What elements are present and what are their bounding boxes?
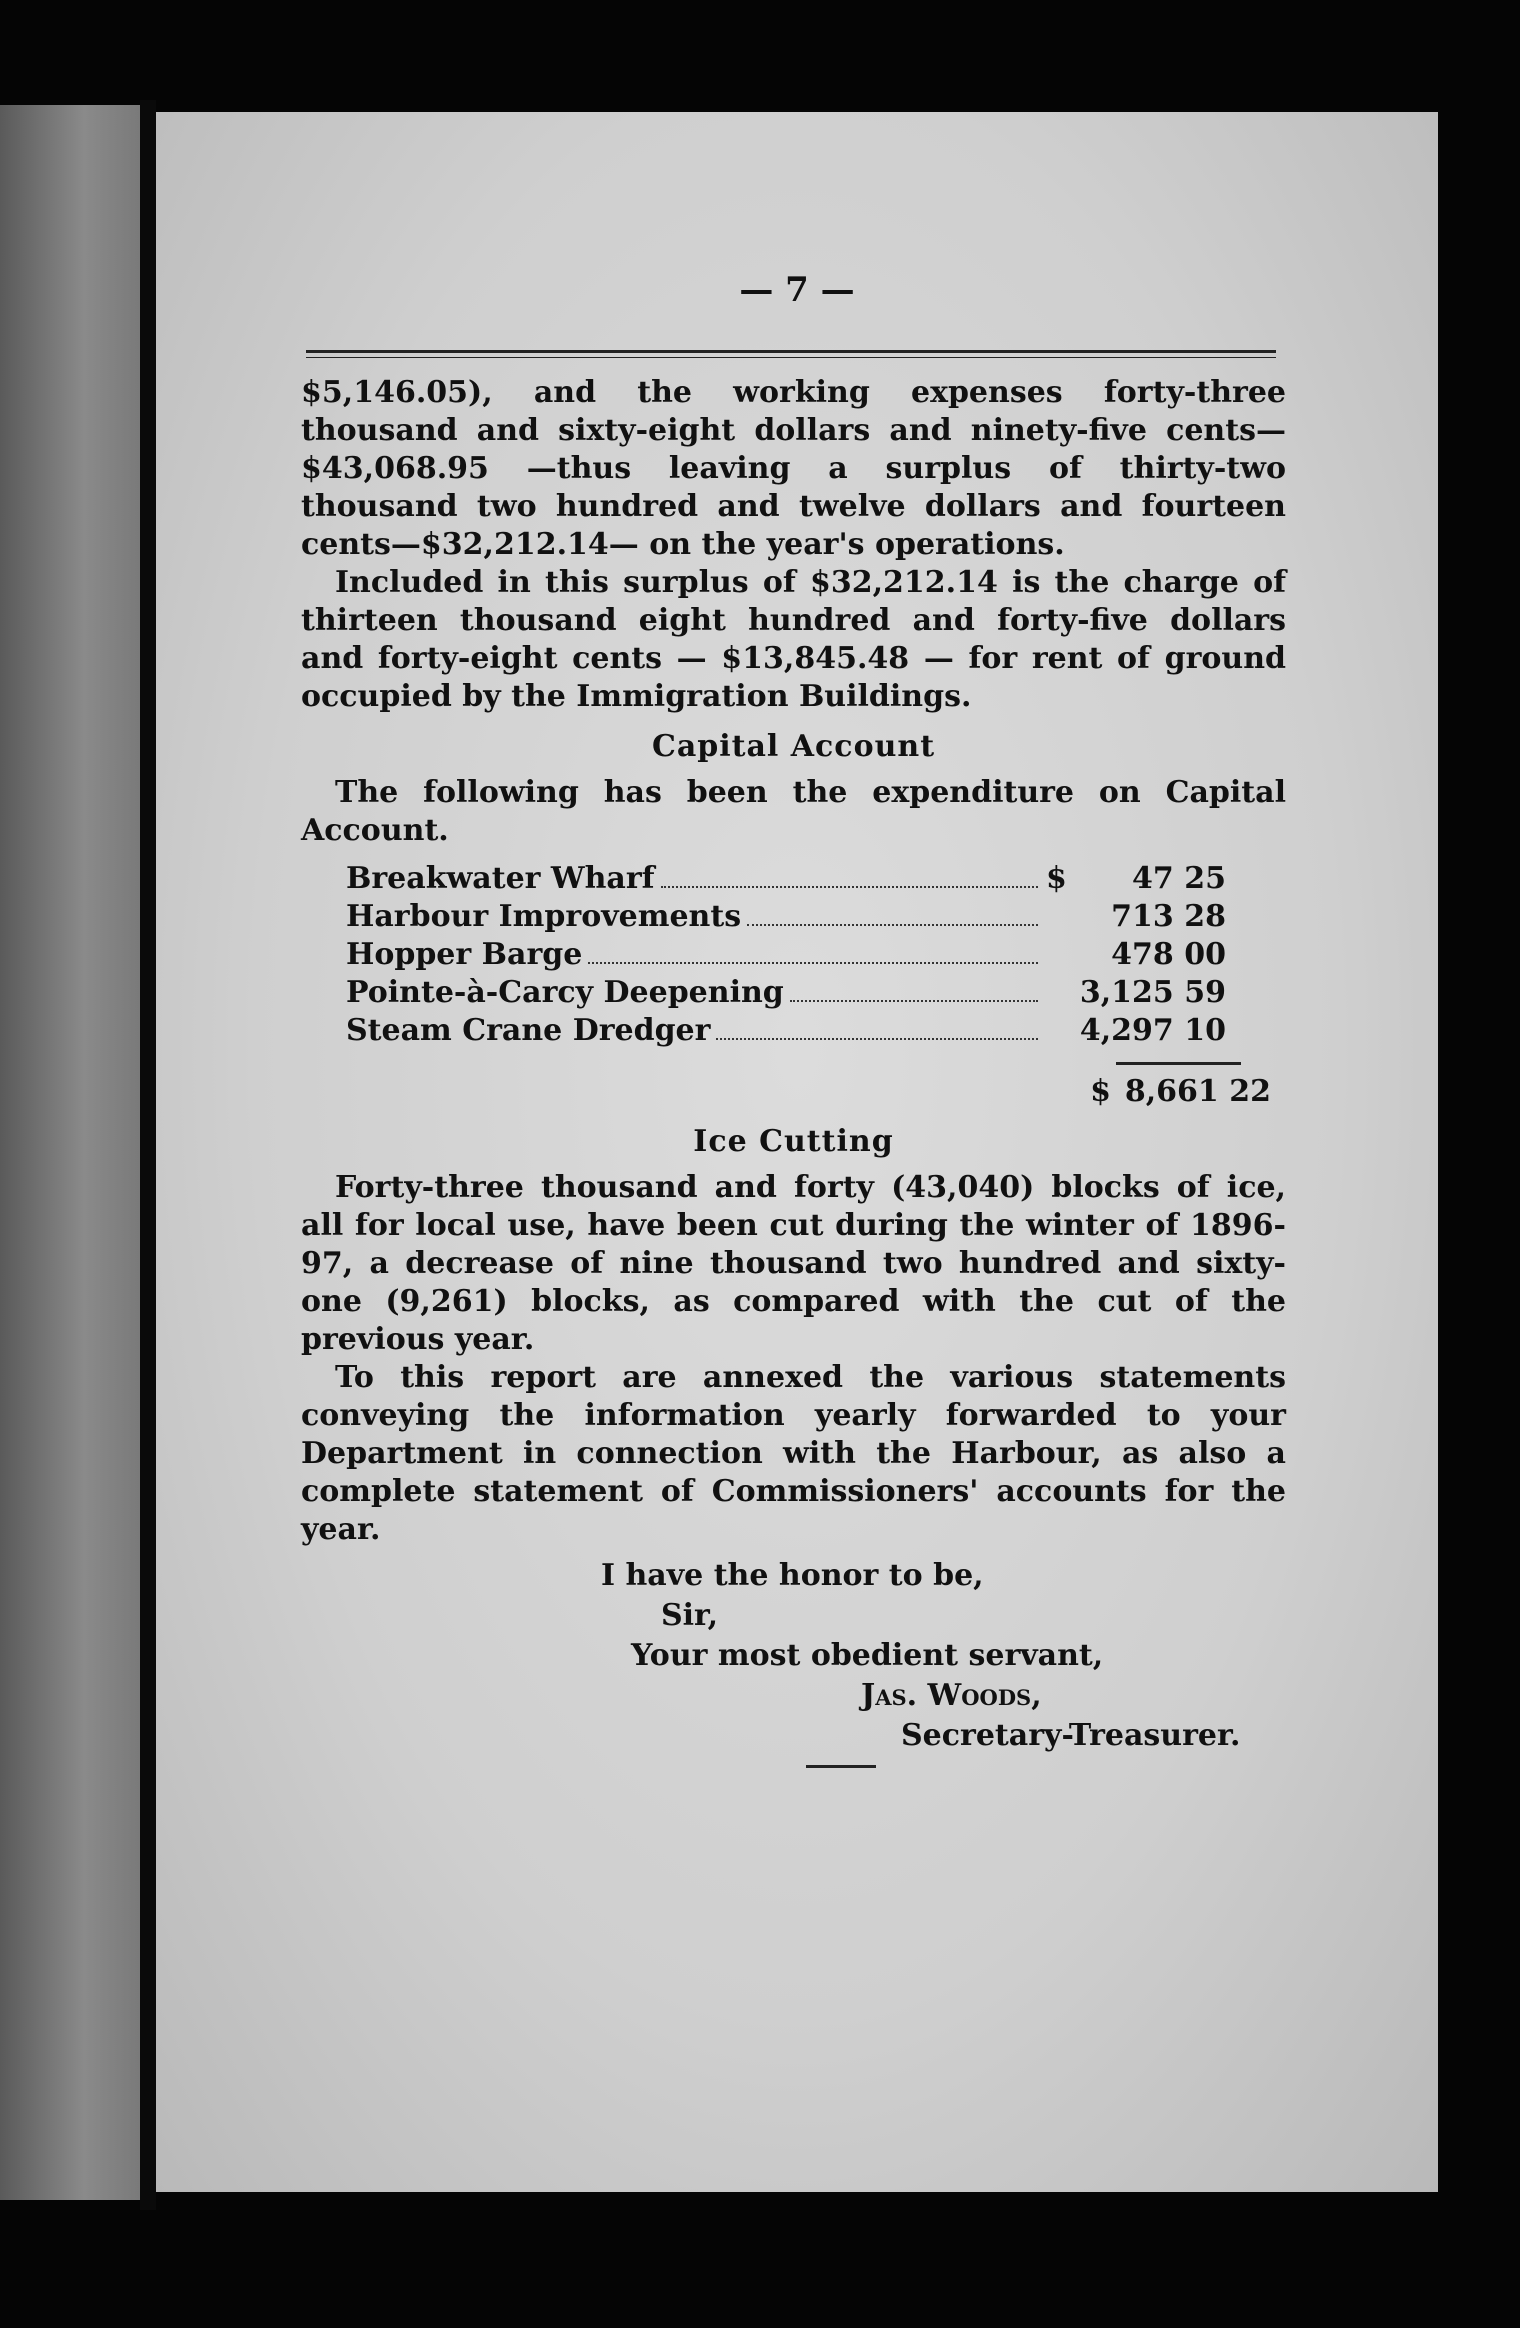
letter-closing [301,1557,1286,1757]
leader-dots [588,962,1038,964]
ledger-label: Breakwater Wharf [346,861,655,896]
ledger-row [346,1012,1226,1050]
ledger-amount: 478 00 [1111,937,1226,972]
ledger-label: Hopper Barge [346,937,583,972]
end-rule [806,1765,876,1768]
ledger-amount: 3,125 59 [1079,975,1226,1010]
paragraph: $5,146.05), and the working expenses forty-three thousand and sixty-eight dollars and ninety-five cents—$43,068.95 —thus leaving a surplus of thirty-two thousand two hundred and twelve dollars and fourteen cents—$32,212.14— on the year's operations. [301,375,1286,562]
total-rule [1116,1062,1241,1065]
ice-cutting-heading: Ice Cutting [693,1124,894,1159]
leader-dots [790,1000,1038,1002]
ledger-currency: $ [1046,861,1067,896]
leader-dots [661,886,1038,888]
ledger-amount: 4,297 10 [1079,1013,1226,1048]
capital-account-heading: Capital Account [651,729,936,764]
ledger-row [346,936,1226,974]
ledger-total-row [346,1073,1271,1111]
ledger-label: Steam Crane Dredger [346,1013,711,1048]
ledger-label: Harbour Improvements [346,899,742,934]
ledger-label: Pointe-à-Carcy Deepening [346,975,784,1010]
capital-account-intro: The following has been the expenditure on Capital Account. [301,775,1286,848]
ledger-total: 8,661 22 [1124,1074,1271,1109]
leader-dots [716,1038,1038,1040]
signatory-title: Secretary-Treasurer. [901,1718,1241,1753]
page-gutter [140,100,156,2210]
ledger-row [346,974,1226,1012]
salutation: Sir, [661,1598,719,1633]
ledger-amount: 47 25 [1132,861,1226,896]
document-page [156,112,1438,2192]
leader-dots [747,924,1038,926]
ledger-row [346,898,1226,936]
header-rule [306,350,1276,358]
paragraph: To this report are annexed the various statements conveying the information yearly forwarded to your Department in connection with the Harbour, as also a complete statement of Commissioners' accounts for the year. [301,1360,1286,1547]
closing-line: Your most obedient servant, [631,1638,1104,1673]
capital-account-ledger [346,860,1271,1111]
closing-line: I have the honor to be, [601,1558,984,1593]
ledger-row [346,860,1226,898]
signature: Jas. Woods, [861,1678,1042,1713]
paragraph: Forty-three thousand and forty (43,040) blocks of ice, all for local use, have been cut during the winter of 1896-97, a decrease of nine thousand two hundred and sixty-one (9,261) blocks, as compared with the cut of the previous year. [301,1170,1286,1357]
body-text [301,374,1286,1768]
total-currency: $ [1090,1074,1111,1109]
facing-page-edge [0,105,140,2200]
ledger-amount: 713 28 [1111,899,1226,934]
page-number: — 7 — [739,270,855,310]
paragraph: Included in this surplus of $32,212.14 is the charge of thirteen thousand eight hundred and forty-five dollars and forty-eight cents — $13,845.48 — for rent of ground occupied by the Immigration Buildings. [301,565,1286,714]
